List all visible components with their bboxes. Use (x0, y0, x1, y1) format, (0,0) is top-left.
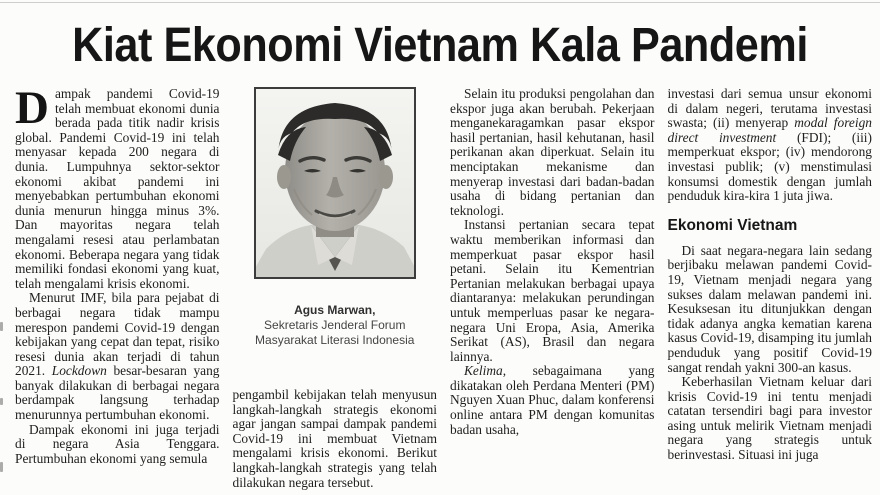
paragraph-imf-text-b: besar-besaran yang banyak dilakukan di berbagai negara berdampak langsung terhadap menurunnya pertumbuhan ekonomi. (15, 363, 220, 423)
paragraph-instansi: Instansi pertanian secara tepat waktu memberikan informasi dan memperkuat pasar ekspor hasil petani. Selain itu Kementrian Pertanian melakukan berbagai upaya diantaranya: melakukan perundingan untuk memperluas pasar ke negara-negara Uni Eropa, Asia, Amerika Serikat (AS), Brasil dan negara lainnya. (450, 217, 655, 364)
subheading-ekonomi-vietnam: Ekonomi Vietnam (667, 216, 798, 234)
scan-artifact (0, 398, 3, 405)
column-3 (450, 87, 655, 437)
paragraph-lead (15, 82, 220, 291)
paragraph-kelima (450, 364, 655, 437)
column-2 (233, 87, 438, 490)
paragraph-investasi-text-a: investasi dari semua unsur ekonomi di dalam negeri, terutama investasi swasta; (ii) menyerap (667, 86, 872, 131)
portrait-photo (254, 87, 416, 279)
paragraph-produksi: Selain itu produksi pengolahan dan ekspor juga akan berubah. Pekerjaan menganekaragamkan pasar ekspor hasil pertanian, hasil kehutanan, hasil perikanan akan diperkuat. Selain itu menciptakan mekanisme dan menyerap investasi dari badan-badan usaha di bidang pertanian dan teknologi. (450, 86, 655, 218)
author-figure (233, 87, 438, 348)
caption-name: Agus Marwan, (294, 303, 376, 317)
italic-kelima: Kelima (464, 363, 503, 379)
italic-fdi: modal foreign direct investment (667, 115, 872, 145)
paragraph-investasi-text-b: (FDI); (iii) memperkuat ekspor; (iv) mendorong investasi publik; (v) menstimulasi konsumsi domestik dengan jumlah penduduk kira-kira 1 juta jiwa. (667, 129, 872, 204)
caption-role-line1: Sekretaris Jenderal Forum (264, 318, 406, 332)
paragraph-imf (15, 291, 220, 422)
paragraph-asia-tenggara: Dampak ekonomi ini juga terjadi di negara Asia Tenggara. Pertumbuhan ekonomi yang semula (15, 421, 220, 466)
column-4 (668, 87, 873, 463)
paragraph-kelima-text: , sebagaimana yang dikatakan oleh Perdana Menteri (PM) Nguyen Xuan Phuc, dalam konferensi online antara PM dengan komunitas badan usaha, (450, 363, 655, 437)
paragraph-imf-text-a: Menurut IMF, bila para pejabat di berbagai negara tidak mampu merespon pandemi Covid-19 dengan kebijakan yang cepat dan tepat, risiko resesi dunia akan terjadi di tahun 2021. (15, 290, 220, 379)
portrait-photo-graphic (256, 89, 414, 277)
paragraph-disaat: Di saat negara-negara lain sedang berjibaku melawan pandemi Covid-19, Vietnam menjadi negara yang sukses dalam melawan pandemi ini. Kesuksesan itu ditunjukkan dengan tidak adanya angka kematian karena kasus Covid-19, disamping itu jumlah penduduk yang positif Covid-19 sangat rendah yakni 300-an kasus. (667, 242, 872, 375)
scan-artifact (0, 322, 3, 331)
paragraph-investasi (668, 87, 873, 204)
paragraph-lead-text: ampak pandemi Covid-19 telah membuat ekonomi dunia berada pada titik nadir krisis global. Pandemi Covid-19 ini telah menyasar kepada 200 negara di dunia. Lumpuhnya sektor-sektor ekonomi akibat pandemi ini menyebabkan pertumbuhan ekonomi dunia menurun hingga minus 3%. Dan mayoritas negara telah mengalami resesi atau perlambatan ekonomi. Beberapa negara yang tidak memiliki fondasi ekonomi yang kuat, telah mengalami krisis ekonomi. (15, 86, 220, 291)
italic-lockdown: Lockdown (51, 363, 107, 379)
scan-artifact (0, 462, 3, 472)
top-rule (0, 2, 880, 3)
article-columns (0, 72, 880, 490)
photo-caption (233, 303, 438, 348)
caption-role-line2: Masyarakat Literasi Indonesia (255, 333, 415, 347)
drop-cap: D (15, 82, 49, 134)
paragraph-kebijakan: pengambil kebijakan telah menyusun langkah-langkah strategis ekonomi agar jangan sampai dampak pandemi Covid-19 ini membuat Vietnam mengalami krisis ekonomi. Berikut langkah-langkah strategis yang telah dilakukan negara tersebut. (232, 387, 437, 490)
article-headline: Kiat Ekonomi Vietnam Kala Pandemi (72, 19, 808, 72)
column-1 (15, 82, 220, 466)
paragraph-keberhasilan: Keberhasilan Vietnam keluar dari krisis Covid-19 ini tentu menjadi catatan tersendiri bagi para investor asing untuk melirik Vietnam menjadi negara yang strategis untuk berinvestasi. Situasi ini juga (667, 374, 872, 463)
